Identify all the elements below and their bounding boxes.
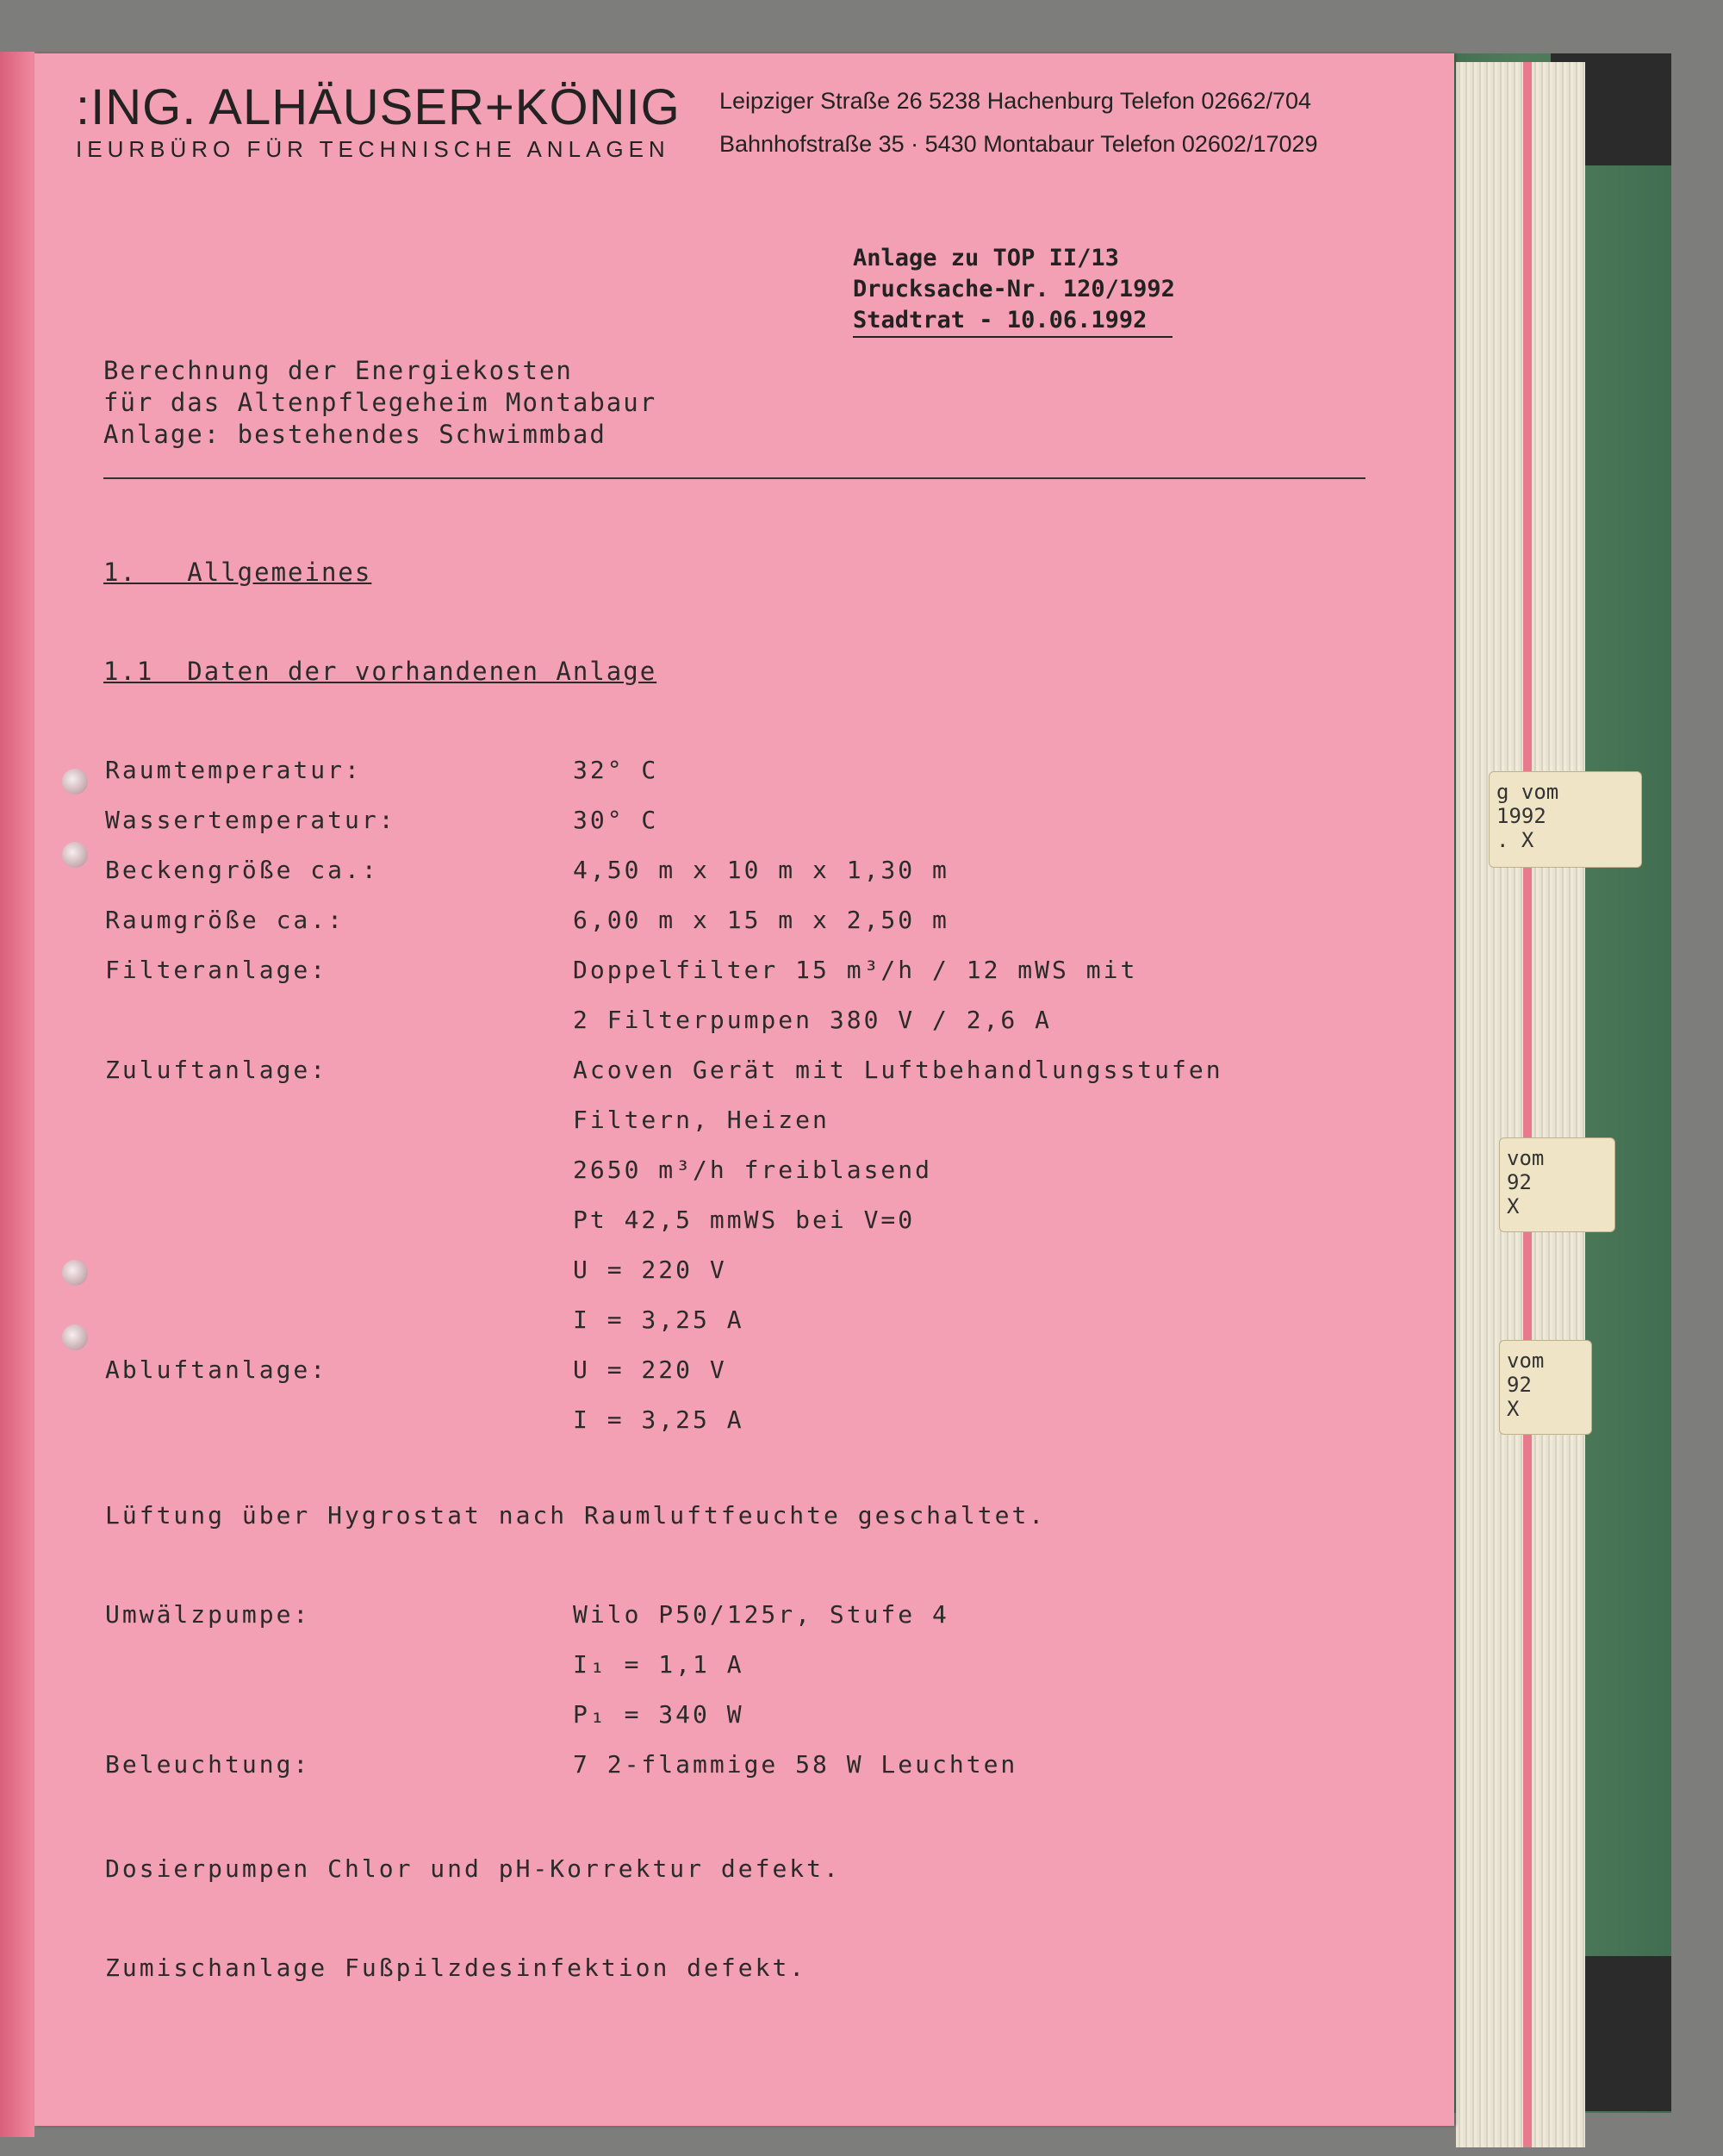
note-lueftung: Lüftung über Hygrostat nach Raumluftfeuchte geschaltet.: [105, 1501, 1047, 1530]
row-label: Umwälzpumpe:: [105, 1600, 311, 1629]
row-label: Raumgröße ca.:: [105, 906, 345, 934]
tab-text: g vom: [1496, 780, 1559, 804]
row-value: 30° C: [573, 806, 659, 834]
row-value: 2650 m³/h freiblasend: [573, 1156, 933, 1184]
note-zumischanlage: Zumischanlage Fußpilzdesinfektion defekt.: [105, 1953, 807, 1982]
index-tab-1[interactable]: [1489, 771, 1642, 868]
index-tab-3[interactable]: [1499, 1340, 1592, 1435]
row-value: Acoven Gerät mit Luftbehandlungsstufen: [573, 1056, 1223, 1084]
row-value: Doppelfilter 15 m³/h / 12 mWS mit: [573, 956, 1138, 984]
firm-name: :ING. ALHÄUSER+KÖNIG: [76, 79, 681, 135]
row-label: Wassertemperatur:: [105, 806, 396, 834]
row-value: Wilo P50/125r, Stufe 4: [573, 1600, 949, 1629]
row-value: 7 2-flammige 58 W Leuchten: [573, 1750, 1018, 1779]
title-line-2: für das Altenpflegeheim Montabaur: [103, 388, 657, 417]
row-value: U = 220 V: [573, 1355, 727, 1384]
reference-line-1: Anlage zu TOP II/13: [853, 245, 1119, 271]
row-value: I = 3,25 A: [573, 1405, 744, 1434]
reference-line-2: Drucksache-Nr. 120/1992: [853, 276, 1175, 302]
reference-block: [853, 243, 1175, 338]
tab-text: 92: [1507, 1373, 1532, 1397]
row-value: 4,50 m x 10 m x 1,30 m: [573, 856, 949, 884]
row-label: Beckengröße ca.:: [105, 856, 379, 884]
punch-hole: [62, 769, 88, 794]
row-value: U = 220 V: [573, 1256, 727, 1284]
row-value: 2 Filterpumpen 380 V / 2,6 A: [573, 1006, 1053, 1034]
row-value: Pt 42,5 mmWS bei V=0: [573, 1206, 916, 1234]
note-dosierpumpen: Dosierpumpen Chlor und pH-Korrektur defekt.: [105, 1854, 841, 1883]
section-heading-1-1: 1.1 Daten der vorhandenen Anlage: [103, 657, 657, 686]
address-line-2: Bahnhofstraße 35 · 5430 Montabaur Telefon 02602/17029: [719, 131, 1318, 157]
row-label: Beleuchtung:: [105, 1750, 311, 1779]
section-heading-1: 1. Allgemeines: [103, 558, 372, 587]
punch-hole: [62, 1324, 88, 1350]
title-line-1: Berechnung der Energiekosten: [103, 356, 573, 385]
tab-text: 92: [1507, 1170, 1532, 1194]
address-line-1: Leipziger Straße 26 5238 Hachenburg Telefon 02662/704: [719, 88, 1312, 114]
tab-text: vom: [1507, 1146, 1545, 1170]
row-value: I₁ = 1,1 A: [573, 1650, 744, 1679]
title-divider: [103, 477, 1365, 479]
row-value: I = 3,25 A: [573, 1305, 744, 1334]
tab-text: . X: [1496, 828, 1534, 852]
page-stack-edge: [1456, 62, 1585, 2147]
row-value: Filtern, Heizen: [573, 1106, 830, 1134]
firm-subtitle: IEURBÜRO FÜR TECHNISCHE ANLAGEN: [76, 136, 670, 162]
letterhead-firm: [76, 79, 681, 163]
document-page: [34, 53, 1454, 2126]
row-label: Raumtemperatur:: [105, 756, 362, 784]
tab-text: X: [1507, 1194, 1520, 1218]
row-value: P₁ = 340 W: [573, 1700, 744, 1729]
tab-text: 1992: [1496, 804, 1546, 828]
row-value: 6,00 m x 15 m x 2,50 m: [573, 906, 949, 934]
row-label: Abluftanlage:: [105, 1355, 328, 1384]
document-title: [103, 355, 656, 451]
punch-hole: [62, 1260, 88, 1286]
tab-text: vom: [1507, 1349, 1545, 1373]
left-page-edge: [0, 52, 34, 2137]
reference-line-3: Stadtrat - 10.06.1992: [853, 305, 1173, 338]
row-value: 32° C: [573, 756, 659, 784]
page-stack-red-sheet: [1523, 62, 1532, 2147]
row-label: Filteranlage:: [105, 956, 328, 984]
punch-hole: [62, 842, 88, 868]
row-label: Zuluftanlage:: [105, 1056, 328, 1084]
title-line-3: Anlage: bestehendes Schwimmbad: [103, 420, 606, 449]
index-tab-2[interactable]: [1499, 1137, 1615, 1232]
tab-text: X: [1507, 1397, 1520, 1421]
